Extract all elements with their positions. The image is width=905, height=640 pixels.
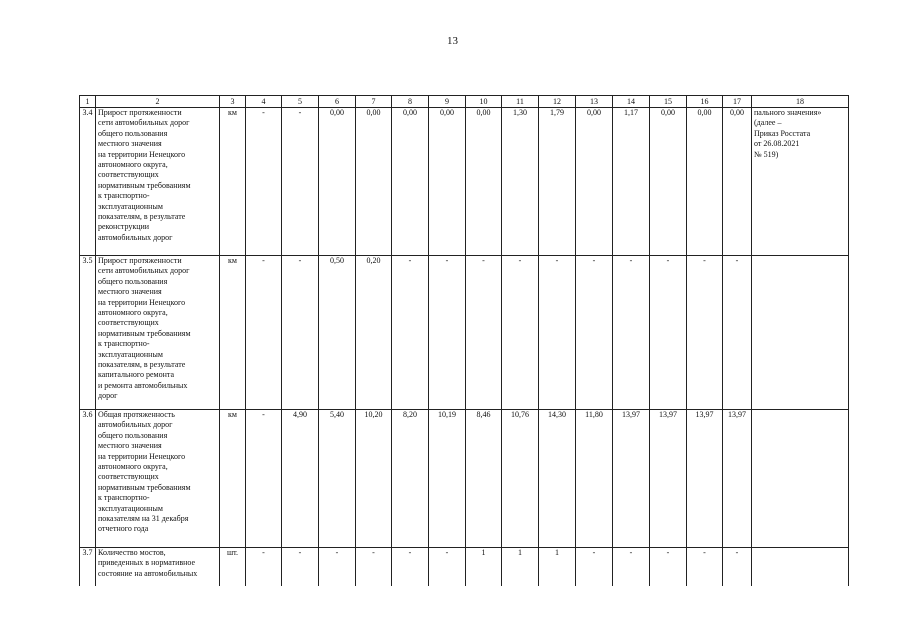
value-cell: - — [576, 548, 613, 586]
row-number: 3.6 — [80, 410, 96, 548]
indicator-name-line: Общая протяженность — [98, 410, 175, 419]
value-cell: - — [246, 256, 282, 410]
value-cell: - — [576, 256, 613, 410]
row-number: 3.5 — [80, 256, 96, 410]
value-cell: 5,40 — [319, 410, 356, 548]
row-number: 3.4 — [80, 108, 96, 256]
unit-cell: км — [220, 108, 246, 256]
source-notes-line: пального значения» — [754, 108, 822, 117]
column-header-16: 16 — [687, 96, 723, 108]
indicator-name-line: нормативным требованиям — [98, 180, 191, 190]
value-cell: 10,20 — [356, 410, 392, 548]
indicator-name-line: на территории Ненецкого — [98, 297, 186, 307]
value-cell: 1 — [502, 548, 539, 586]
source-notes — [752, 108, 849, 256]
indicator-name-line: показателям, в результате — [98, 212, 186, 222]
value-cell: - — [466, 256, 502, 410]
indicator-name-line: отчетного года — [98, 524, 149, 534]
value-cell: - — [539, 256, 576, 410]
indicator-name-line: на территории Ненецкого — [98, 451, 186, 461]
value-cell: - — [650, 548, 687, 586]
page-number: 13 — [447, 35, 458, 47]
column-header-1: 1 — [80, 96, 96, 108]
column-header-8: 8 — [392, 96, 429, 108]
indicator-name-line: автомобильных дорог — [98, 420, 173, 430]
indicator-name — [96, 548, 220, 586]
value-cell: 8,20 — [392, 410, 429, 548]
column-header-12: 12 — [539, 96, 576, 108]
value-cell: 0,00 — [429, 108, 466, 256]
indicator-name-line: к транспортно- — [98, 339, 150, 349]
value-cell: 0,00 — [650, 108, 687, 256]
indicator-name-line: Прирост протяженности — [98, 108, 182, 117]
value-cell: - — [282, 548, 319, 586]
indicator-name-line: приведенных в нормативное — [98, 558, 196, 568]
indicator-name-line: эксплуатационным — [98, 503, 163, 513]
column-header-11: 11 — [502, 96, 539, 108]
table-row — [80, 548, 849, 586]
indicator-name-line: соответствующих — [98, 318, 159, 328]
value-cell: 10,19 — [429, 410, 466, 548]
value-cell: - — [246, 108, 282, 256]
indicator-name-line: дорог — [98, 391, 118, 401]
table-row — [80, 256, 849, 410]
indicator-name — [96, 108, 220, 256]
indicator-name-line: эксплуатационным — [98, 349, 163, 359]
source-notes-line: № 519) — [754, 149, 779, 159]
row-number: 3.7 — [80, 548, 96, 586]
indicator-name-line: к транспортно- — [98, 493, 150, 503]
value-cell: 0,50 — [319, 256, 356, 410]
value-cell: 0,00 — [356, 108, 392, 256]
unit-cell: шт. — [220, 548, 246, 586]
header-row — [80, 96, 849, 108]
column-header-13: 13 — [576, 96, 613, 108]
indicator-name-line: показателям на 31 декабря — [98, 514, 189, 524]
source-notes-line: Приказ Росстата — [754, 128, 811, 138]
value-cell: - — [723, 256, 752, 410]
value-cell: 13,97 — [613, 410, 650, 548]
indicator-name-line: соответствующих — [98, 170, 159, 180]
value-cell: - — [687, 256, 723, 410]
source-notes-empty — [752, 548, 849, 586]
source-notes-empty — [752, 410, 849, 548]
value-cell: 8,46 — [466, 410, 502, 548]
indicator-name-line: сети автомобильных дорог — [98, 266, 190, 276]
value-cell: - — [429, 256, 466, 410]
column-header-14: 14 — [613, 96, 650, 108]
value-cell: - — [502, 256, 539, 410]
indicator-name-line: автономного округа, — [98, 308, 168, 318]
indicator-name — [96, 410, 220, 548]
table-row — [80, 108, 849, 256]
indicator-name-line: автономного округа, — [98, 160, 168, 170]
value-cell: 13,97 — [650, 410, 687, 548]
value-cell: 0,00 — [319, 108, 356, 256]
indicator-name-line: Количество мостов, — [98, 548, 166, 557]
source-notes-line: (далее – — [754, 118, 782, 128]
value-cell: 1,17 — [613, 108, 650, 256]
value-cell: 13,97 — [687, 410, 723, 548]
unit-cell: км — [220, 410, 246, 548]
indicator-name-line: местного значения — [98, 287, 162, 297]
value-cell: 10,76 — [502, 410, 539, 548]
value-cell: 1,79 — [539, 108, 576, 256]
value-cell: - — [356, 548, 392, 586]
table-row — [80, 410, 849, 548]
value-cell: 0,00 — [576, 108, 613, 256]
value-cell: 11,80 — [576, 410, 613, 548]
value-cell: - — [319, 548, 356, 586]
indicator-name-line: общего пользования — [98, 128, 168, 138]
value-cell: 13,97 — [723, 410, 752, 548]
source-notes-line: от 26.08.2021 — [754, 139, 800, 149]
value-cell: - — [723, 548, 752, 586]
indicator-name-line: сети автомобильных дорог — [98, 118, 190, 128]
indicator-name-line: Прирост протяженности — [98, 256, 182, 265]
value-cell: - — [246, 548, 282, 586]
value-cell: - — [392, 548, 429, 586]
value-cell: - — [392, 256, 429, 410]
value-cell: - — [246, 410, 282, 548]
indicator-name-line: общего пользования — [98, 276, 168, 286]
indicator-name-line: нормативным требованиям — [98, 328, 191, 338]
indicator-name-line: автономного округа, — [98, 462, 168, 472]
indicator-name-line: показателям, в результате — [98, 360, 186, 370]
column-header-6: 6 — [319, 96, 356, 108]
indicator-name-line: местного значения — [98, 441, 162, 451]
value-cell: 1 — [539, 548, 576, 586]
value-cell: 1,30 — [502, 108, 539, 256]
indicator-name-line: общего пользования — [98, 430, 168, 440]
value-cell: - — [429, 548, 466, 586]
column-header-4: 4 — [246, 96, 282, 108]
column-header-17: 17 — [723, 96, 752, 108]
source-notes-empty — [752, 256, 849, 410]
value-cell: - — [282, 108, 319, 256]
column-header-2: 2 — [96, 96, 220, 108]
value-cell: - — [282, 256, 319, 410]
value-cell: 4,90 — [282, 410, 319, 548]
column-header-9: 9 — [429, 96, 466, 108]
indicator-name-line: реконструкции — [98, 222, 150, 232]
indicator-name-line: соответствующих — [98, 472, 159, 482]
indicator-name-line: на территории Ненецкого — [98, 149, 186, 159]
value-cell: 14,30 — [539, 410, 576, 548]
indicator-name-line: и ремонта автомобильных — [98, 380, 188, 390]
column-header-7: 7 — [356, 96, 392, 108]
indicator-name-line: к транспортно- — [98, 191, 150, 201]
column-header-18: 18 — [752, 96, 849, 108]
indicator-name-line: нормативным требованиям — [98, 482, 191, 492]
indicator-name — [96, 256, 220, 410]
column-header-3: 3 — [220, 96, 246, 108]
value-cell: - — [687, 548, 723, 586]
indicator-name-line: эксплуатационным — [98, 201, 163, 211]
indicator-name-line: местного значения — [98, 139, 162, 149]
value-cell: 0,00 — [392, 108, 429, 256]
indicator-name-line: автомобильных дорог — [98, 232, 173, 242]
unit-cell: км — [220, 256, 246, 410]
value-cell: 0,20 — [356, 256, 392, 410]
column-header-5: 5 — [282, 96, 319, 108]
indicator-table — [79, 95, 849, 586]
value-cell: 0,00 — [723, 108, 752, 256]
value-cell: - — [650, 256, 687, 410]
value-cell: - — [613, 256, 650, 410]
indicator-name-line: капитального ремонта — [98, 370, 175, 380]
value-cell: 0,00 — [687, 108, 723, 256]
column-header-15: 15 — [650, 96, 687, 108]
column-header-10: 10 — [466, 96, 502, 108]
value-cell: 1 — [466, 548, 502, 586]
value-cell: - — [613, 548, 650, 586]
value-cell: 0,00 — [466, 108, 502, 256]
indicator-name-line: состояние на автомобильных — [98, 568, 198, 578]
